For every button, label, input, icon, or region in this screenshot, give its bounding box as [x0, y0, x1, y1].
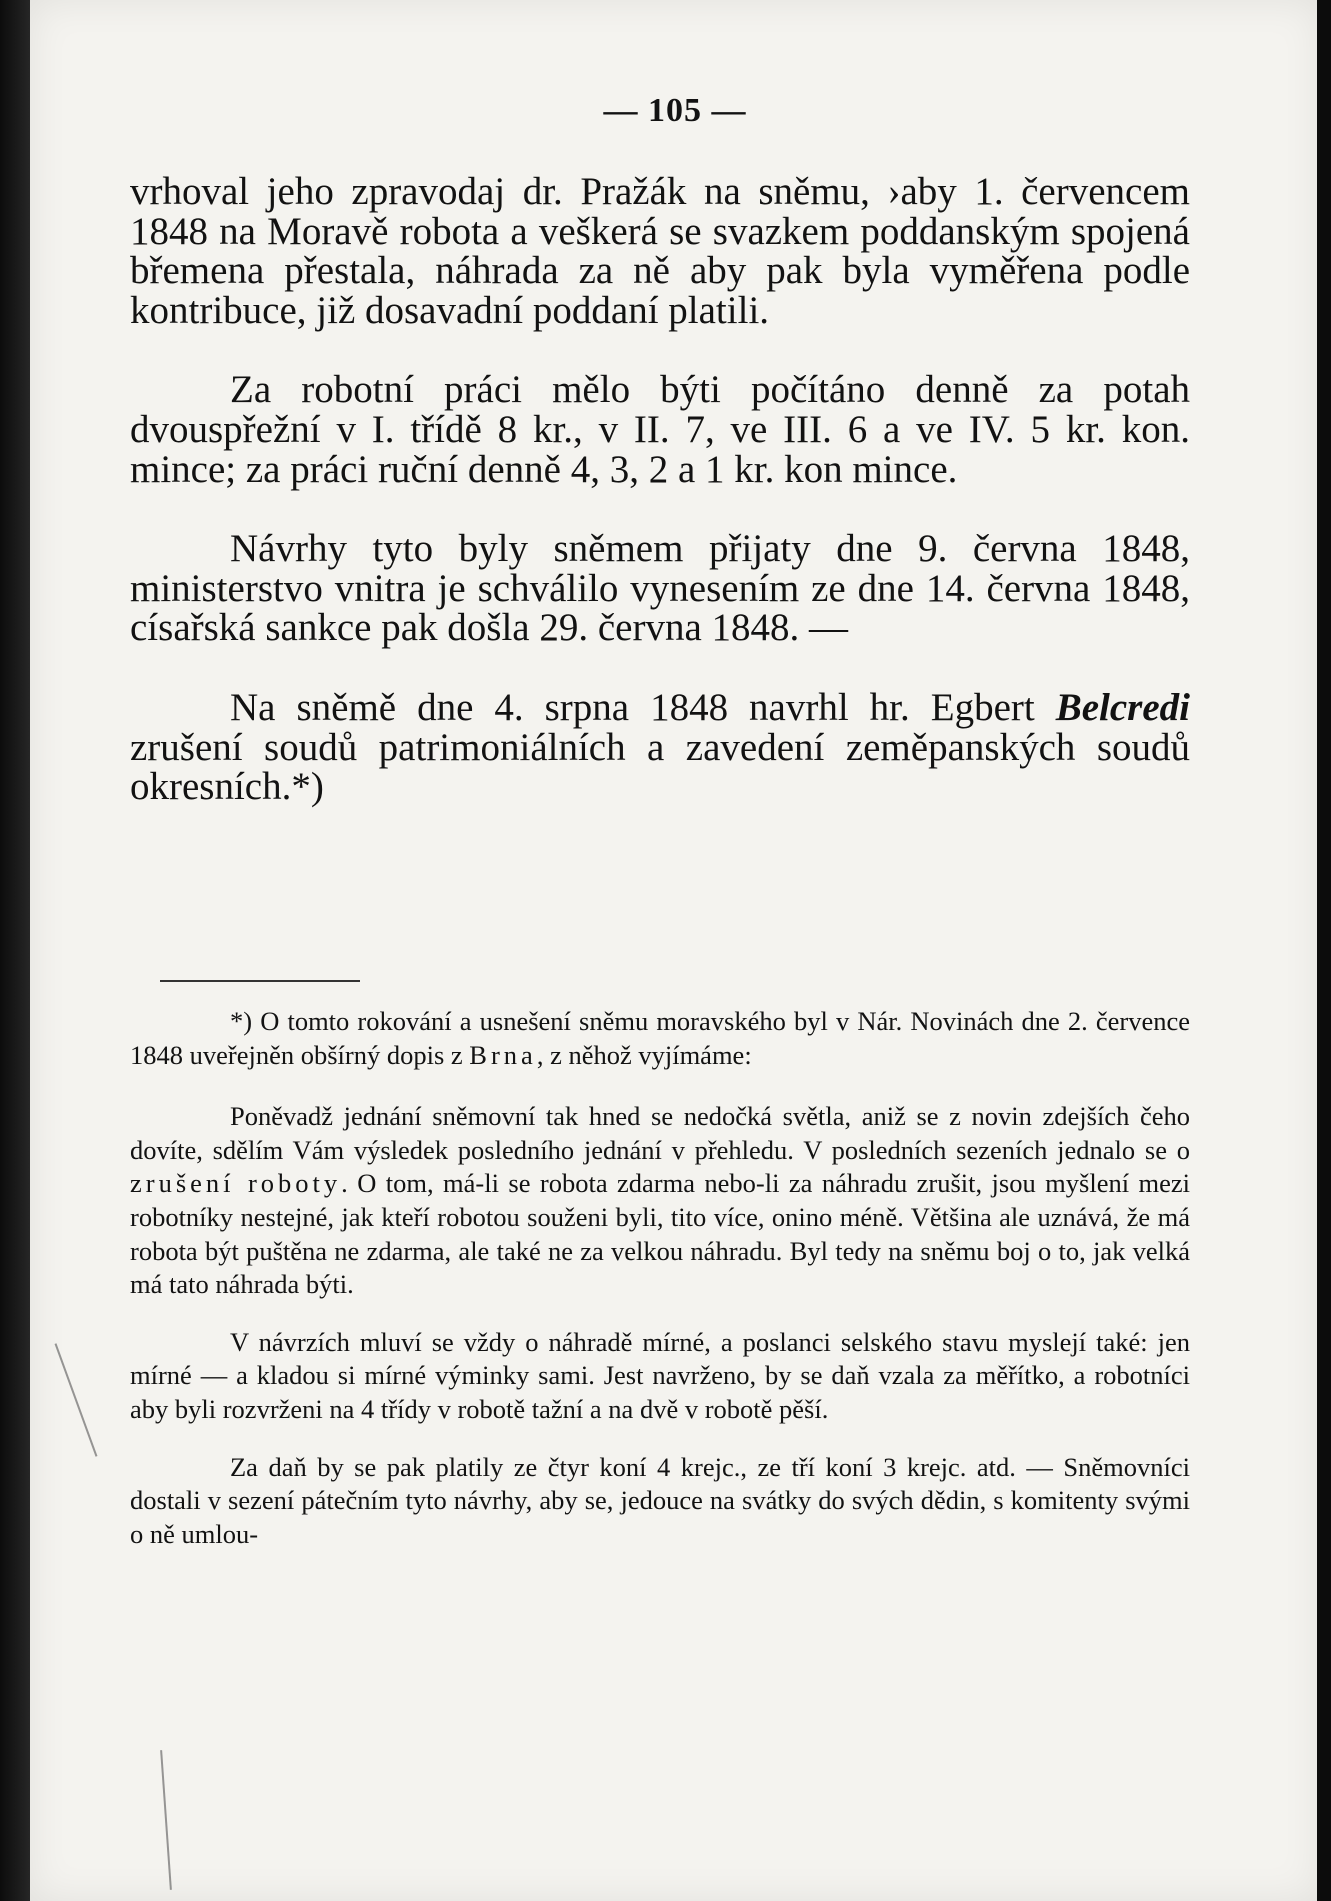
paragraph-4: [130, 685, 1191, 809]
belcredi-name: Belcredi: [1055, 685, 1191, 729]
scan-right-edge: [1317, 0, 1331, 1901]
paragraph-1: vrhoval jeho zpravodaj dr. Pražák na sněmu, ›aby 1. červencem 1848 na Moravě robota a veškerá se svazkem poddanským spojená břemena přestala, náhrada za ně aby pak byla vyměřena podle kontribuce, již dosavadní poddaní platili.: [130, 170, 1190, 332]
footnote-section: [130, 1005, 1190, 1575]
quote-1-term: zrušení roboty: [130, 1168, 342, 1199]
scan-left-edge: [0, 0, 30, 1901]
page-number: — 105 —: [603, 92, 747, 129]
main-text: [130, 172, 1190, 847]
quote-1-b: . O tom, má-li se robota zdarma nebo-li za náhradu zrušit, jsou myšlení mezi robotníky nestejné, jak kteří robotou souženi byli, tito více, onino méně. Většina ale uznává, že má robota být puštěna ne zdarma, ale také ne za velkou náhradu. Byl tedy na sněmu boj o to, jak velká má tato náhrada býti.: [130, 1168, 1190, 1300]
footnote-intro: [130, 1005, 1190, 1072]
footnote-intro-a: *) O tomto rokování a usnešení sněmu moravského byl v Nár. Novinách dne 2. července 1848 uveřejněn obšírný dopis z: [130, 1006, 1190, 1070]
footnote-rule: [160, 980, 360, 982]
quote-paragraph-2: V návrzích mluví se vždy o náhradě mírné, a poslanci selského stavu myslejí také: jen mírné — a kladou si mírné výminky sami. Jest navrženo, by se daň vzala za měřítko, a robotníci aby byli rozvrženi na 4 třídy v robotě tažní a na dvě v robotě pěší.: [130, 1326, 1190, 1424]
quote-paragraph-3: Za daň by se pak platily ze čtyr koní 4 krejc., ze tří koní 3 krejc. atd. — Sněmovníci dostali v sezení pátečním tyto návrhy, aby se, jedouce na svátky do svých dědin, s komitenty svými o ně umlou-: [130, 1451, 1190, 1549]
quote-1-a: Poněvadž jednání sněmovní tak hned se nedočká světla, aniž se z novin zdejších čeho dovíte, sdělím Vám výsledek posledního jednání v přehledu. V posledních sezeních jednalo se o: [130, 1101, 1190, 1165]
footnote-intro-b: , z něhož vyjímáme:: [536, 1039, 752, 1070]
margin-scratch-mark: [55, 1343, 98, 1456]
margin-scratch-mark-lower: [160, 1750, 172, 1890]
paragraph-4-start: Na sněmě dne 4. srpna 1848 navrhl hr. Egbert: [230, 685, 1035, 729]
paragraph-3: Návrhy tyto byly sněmem přijaty dne 9. června 1848, ministerstvo vnitra je schválilo vynesením ze dne 14. června 1848, císařská sankce pak došla 29. června 1848. —: [130, 527, 1190, 650]
paragraph-2: Za robotní práci mělo býti počítáno denně za potah dvouspřežní v I. třídě 8 kr., v II. 7, ve III. 6 a ve IV. 5 kr. kon. mince; za práci ruční denně 4, 3, 2 a 1 kr. kon mince.: [130, 368, 1190, 491]
book-page: [30, 0, 1320, 1901]
quote-paragraph-1: [130, 1100, 1190, 1302]
paragraph-4-end: zrušení soudů patrimoniálních a zavedení zeměpanských soudů okresních.*): [130, 725, 1190, 809]
footnote-city: Brna: [469, 1039, 537, 1070]
